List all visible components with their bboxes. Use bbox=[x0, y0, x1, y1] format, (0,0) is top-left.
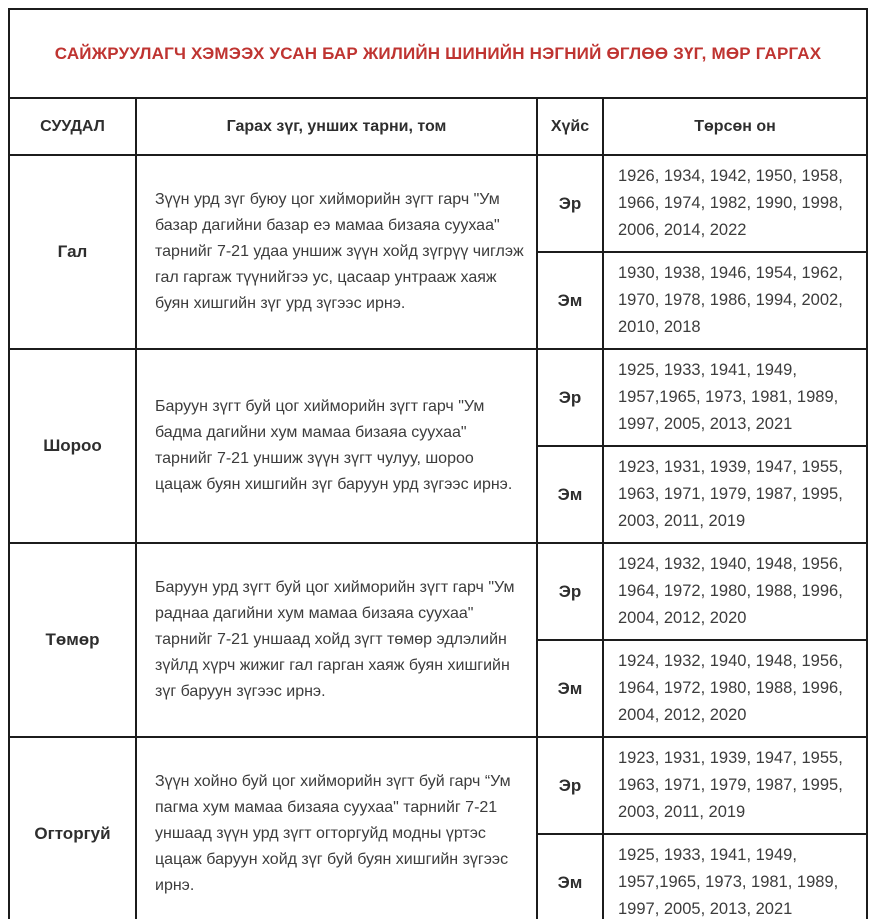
direction-description: Зүүн хойно буй цог хийморийн зүгт буй гарч “Ум пагма хум мамаа бизаяа суухаа" тарнийг 7-21 уншаад зүүн урд зүгт огторгуйд модны үртэс цацаж баруун хойд зүг буй буян хишгийн зүгээс ирнэ. bbox=[136, 737, 537, 919]
direction-description: Зүүн урд зүг буюу цог хийморийн зүгт гарч "Ум базар дагийни базар еэ мамаа бизаяа суухаа" тарнийг 7-21 удаа уншиж зүүн хойд зүгрүү чиглэж гал гаргаж түүнийгээ ус, цасаар унтрааж хаяж буян хишгийн зүг урд зүгээс ирнэ. bbox=[136, 155, 537, 349]
astrology-direction-table bbox=[8, 8, 868, 919]
seat-label: Гал bbox=[9, 155, 136, 349]
seat-label: Огторгуй bbox=[9, 737, 136, 919]
gender-male-label: Эр bbox=[537, 155, 603, 252]
col-header-seat: СУУДАЛ bbox=[9, 98, 136, 155]
female-years: 1930, 1938, 1946, 1954, 1962, 1970, 1978, 1986, 1994, 2002, 2010, 2018 bbox=[603, 252, 867, 349]
female-years: 1923, 1931, 1939, 1947, 1955, 1963, 1971, 1979, 1987, 1995, 2003, 2011, 2019 bbox=[603, 446, 867, 543]
table-row-gal bbox=[9, 155, 867, 252]
gender-female-label: Эм bbox=[537, 834, 603, 919]
male-years: 1924, 1932, 1940, 1948, 1956, 1964, 1972, 1980, 1988, 1996, 2004, 2012, 2020 bbox=[603, 543, 867, 640]
male-years: 1925, 1933, 1941, 1949, 1957,1965, 1973, 1981, 1989, 1997, 2005, 2013, 2021 bbox=[603, 349, 867, 446]
seat-label: Төмөр bbox=[9, 543, 136, 737]
direction-description: Баруун урд зүгт буй цог хийморийн зүгт гарч "Ум раднаа дагийни хум мамаа бизаяа суухаа" тарнийг 7-21 уншаад хойд зүгт төмөр эдлэлийн зүйлд хүрч жижиг гал гарган хаяж буян хишгийн зүг баруун зүгээс ирнэ. bbox=[136, 543, 537, 737]
col-header-direction: Гарах зүг, унших тарни, том bbox=[136, 98, 537, 155]
page-title: САЙЖРУУЛАГЧ ХЭМЭЭХ УСАН БАР ЖИЛИЙН ШИНИЙН НЭГНИЙ ӨГЛӨӨ ЗҮГ, МӨР ГАРГАХ bbox=[9, 9, 867, 98]
male-years: 1923, 1931, 1939, 1947, 1955, 1963, 1971, 1979, 1987, 1995, 2003, 2011, 2019 bbox=[603, 737, 867, 834]
direction-description: Баруун зүгт буй цог хийморийн зүгт гарч "Ум бадма дагийни хум мамаа бизаяа суухаа" тарнийг 7-21 уншиж зүүн зүгт чулуу, шороо цацаж буян хишгийн зүг баруун урд зүгээс ирнэ. bbox=[136, 349, 537, 543]
gender-male-label: Эр bbox=[537, 349, 603, 446]
gender-female-label: Эм bbox=[537, 252, 603, 349]
gender-male-label: Эр bbox=[537, 543, 603, 640]
female-years: 1924, 1932, 1940, 1948, 1956, 1964, 1972, 1980, 1988, 1996, 2004, 2012, 2020 bbox=[603, 640, 867, 737]
table-row-tomor bbox=[9, 543, 867, 640]
female-years: 1925, 1933, 1941, 1949, 1957,1965, 1973, 1981, 1989, 1997, 2005, 2013, 2021 bbox=[603, 834, 867, 919]
col-header-gender: Хүйс bbox=[537, 98, 603, 155]
table-row-shoroo bbox=[9, 349, 867, 446]
male-years: 1926, 1934, 1942, 1950, 1958, 1966, 1974, 1982, 1990, 1998, 2006, 2014, 2022 bbox=[603, 155, 867, 252]
gender-female-label: Эм bbox=[537, 446, 603, 543]
table-row-ogtorguy bbox=[9, 737, 867, 834]
seat-label: Шороо bbox=[9, 349, 136, 543]
header-row bbox=[9, 98, 867, 155]
title-row bbox=[9, 9, 867, 98]
col-header-birth-year: Төрсөн он bbox=[603, 98, 867, 155]
gender-male-label: Эр bbox=[537, 737, 603, 834]
gender-female-label: Эм bbox=[537, 640, 603, 737]
